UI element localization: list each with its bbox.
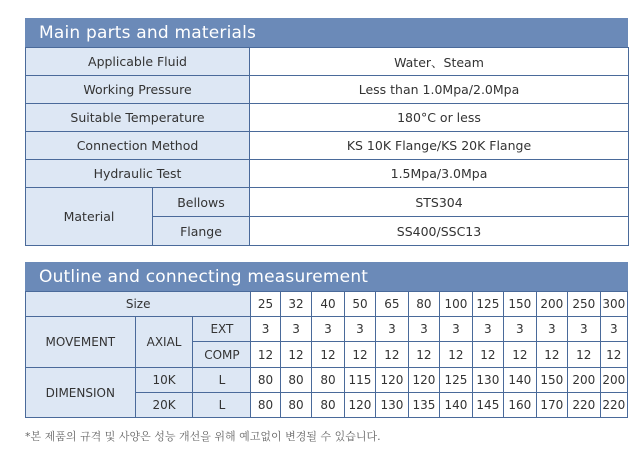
ext-cell: 3 (600, 317, 627, 342)
size-label: Size (26, 292, 251, 317)
k10-cell: 120 (408, 368, 439, 393)
k20-cell: 145 (472, 393, 503, 418)
axial-label: AXIAL (135, 317, 193, 368)
k10-cell: 200 (600, 368, 627, 393)
comp-cell: 12 (408, 342, 439, 368)
material-label: Material (26, 188, 153, 246)
k10-cell: 80 (280, 368, 311, 393)
comp-cell: 12 (312, 342, 344, 368)
k20-cell: 160 (504, 393, 536, 418)
table-row (26, 104, 629, 132)
size-cell: 25 (251, 292, 280, 317)
comp-cell: 12 (568, 342, 600, 368)
outline-header (25, 262, 628, 291)
k20-cell: 80 (280, 393, 311, 418)
k20-cell: 135 (408, 393, 439, 418)
ext-cell: 3 (440, 317, 472, 342)
size-row (26, 292, 628, 317)
footnote: *본 제품의 규격 및 사양은 성능 개선을 위해 예고없이 변경될 수 있습니다. (25, 430, 381, 443)
row-value: 1.5Mpa/3.0Mpa (250, 160, 629, 188)
k20-cell: 130 (376, 393, 408, 418)
dimension-label: DIMENSION (26, 368, 136, 418)
dim-10k-row (26, 368, 628, 393)
outline-table (25, 291, 628, 418)
ext-cell: 3 (408, 317, 439, 342)
flange-value: SS400/SSC13 (250, 217, 629, 246)
row-label: Hydraulic Test (26, 160, 250, 188)
table-row (26, 188, 629, 217)
size-cell: 200 (536, 292, 567, 317)
comp-cell: 12 (280, 342, 311, 368)
size-cell: 80 (408, 292, 439, 317)
k20-cell: 170 (536, 393, 567, 418)
row-label: Working Pressure (26, 76, 250, 104)
row-value: Water、Steam (250, 48, 629, 76)
ext-cell: 3 (280, 317, 311, 342)
k20-cell: 220 (568, 393, 600, 418)
table-row (26, 48, 629, 76)
l-label: L (193, 368, 251, 393)
comp-cell: 12 (344, 342, 375, 368)
comp-cell: 12 (251, 342, 280, 368)
k10-cell: 120 (376, 368, 408, 393)
size-cell: 32 (280, 292, 311, 317)
size-cell: 50 (344, 292, 375, 317)
size-cell: 65 (376, 292, 408, 317)
row-value: 180°C or less (250, 104, 629, 132)
k10-cell: 115 (344, 368, 375, 393)
comp-cell: 12 (472, 342, 503, 368)
k20-cell: 80 (312, 393, 344, 418)
comp-cell: 12 (376, 342, 408, 368)
row-label: Suitable Temperature (26, 104, 250, 132)
comp-cell: 12 (600, 342, 627, 368)
k20-cell: 120 (344, 393, 375, 418)
parts-table (25, 47, 629, 246)
comp-cell: 12 (440, 342, 472, 368)
flange-label: Flange (153, 217, 250, 246)
k10-cell: 150 (536, 368, 567, 393)
row-value: Less than 1.0Mpa/2.0Mpa (250, 76, 629, 104)
ext-cell: 3 (504, 317, 536, 342)
row-label: Applicable Fluid (26, 48, 250, 76)
size-cell: 150 (504, 292, 536, 317)
k20-label: 20K (135, 393, 193, 418)
l-label: L (193, 393, 251, 418)
k10-cell: 200 (568, 368, 600, 393)
comp-label: COMP (193, 342, 251, 368)
row-value: KS 10K Flange/KS 20K Flange (250, 132, 629, 160)
k10-cell: 140 (504, 368, 536, 393)
ext-label: EXT (193, 317, 251, 342)
table-row (26, 76, 629, 104)
ext-cell: 3 (472, 317, 503, 342)
k10-cell: 80 (251, 368, 280, 393)
ext-cell: 3 (251, 317, 280, 342)
ext-cell: 3 (344, 317, 375, 342)
bellows-label: Bellows (153, 188, 250, 217)
outline-title: Outline and connecting measurement (39, 266, 369, 287)
table-row (26, 160, 629, 188)
bellows-value: STS304 (250, 188, 629, 217)
movement-label: MOVEMENT (26, 317, 136, 368)
k10-cell: 80 (312, 368, 344, 393)
table-row (26, 132, 629, 160)
k10-label: 10K (135, 368, 193, 393)
comp-cell: 12 (536, 342, 567, 368)
size-cell: 250 (568, 292, 600, 317)
k20-cell: 80 (251, 393, 280, 418)
ext-cell: 3 (568, 317, 600, 342)
ext-row (26, 317, 628, 342)
parts-header (25, 18, 628, 47)
k20-cell: 140 (440, 393, 472, 418)
ext-cell: 3 (376, 317, 408, 342)
ext-cell: 3 (536, 317, 567, 342)
k10-cell: 125 (440, 368, 472, 393)
ext-cell: 3 (312, 317, 344, 342)
size-cell: 125 (472, 292, 503, 317)
row-label: Connection Method (26, 132, 250, 160)
size-cell: 100 (440, 292, 472, 317)
parts-title: Main parts and materials (39, 22, 257, 43)
size-cell: 40 (312, 292, 344, 317)
k10-cell: 130 (472, 368, 503, 393)
size-cell: 300 (600, 292, 627, 317)
comp-cell: 12 (504, 342, 536, 368)
k20-cell: 220 (600, 393, 627, 418)
